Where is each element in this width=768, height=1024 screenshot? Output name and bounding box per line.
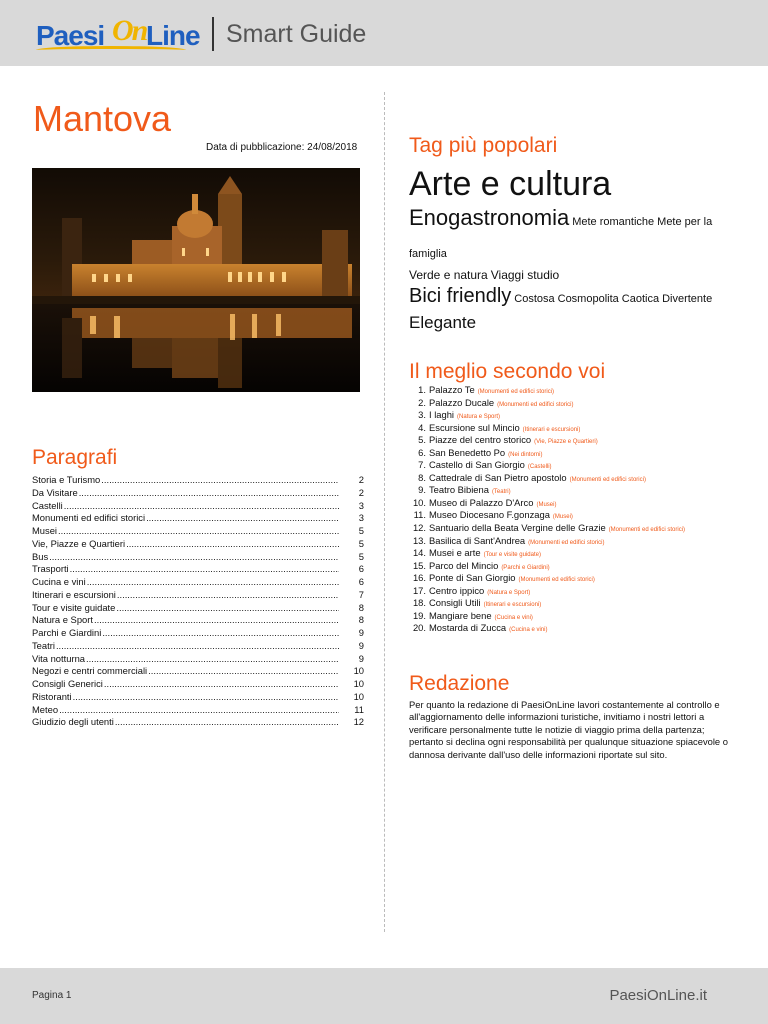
toc-row[interactable] xyxy=(32,627,364,640)
toc-page: 9 xyxy=(358,627,364,638)
toc-label: Monumenti ed edifici storici xyxy=(32,512,146,524)
toc-page: 6 xyxy=(358,576,364,587)
list-item-category: (Monumenti ed edifici storici) xyxy=(518,577,595,584)
tag-cloud xyxy=(409,164,729,334)
toc-row[interactable] xyxy=(32,665,364,678)
list-item-name: Parco del Mincio xyxy=(429,559,499,571)
list-item[interactable] xyxy=(409,509,749,522)
toc-label: Itinerari e escursioni xyxy=(32,588,116,600)
list-number: 17. xyxy=(412,584,426,596)
list-item-category: (Musei) xyxy=(552,514,573,521)
toc-label: Teatri xyxy=(32,639,55,651)
list-item-category: (Teatri) xyxy=(491,489,511,496)
toc-label: Storia e Turismo xyxy=(32,474,101,485)
list-number: 13. xyxy=(412,534,426,546)
column-divider xyxy=(384,92,385,932)
toc-row[interactable] xyxy=(32,678,364,691)
list-number: 3. xyxy=(418,409,426,421)
list-item-name: San Benedetto Po xyxy=(429,446,506,458)
list-number: 1. xyxy=(418,384,426,395)
list-number: 19. xyxy=(412,609,426,621)
toc-leader xyxy=(64,500,339,511)
list-number: 5. xyxy=(418,434,426,446)
toc-page: 10 xyxy=(353,665,364,677)
logo-line: Line xyxy=(146,20,200,51)
list-item[interactable] xyxy=(409,459,749,472)
tag-verde-e-natura[interactable]: Verde e natura xyxy=(409,268,488,282)
list-item[interactable] xyxy=(409,384,749,397)
toc-leader xyxy=(101,474,339,485)
list-item[interactable] xyxy=(409,547,749,560)
list-item-category: (Monumenti ed edifici storici) xyxy=(569,476,646,483)
list-number: 4. xyxy=(418,421,426,433)
list-item-category: (Musei) xyxy=(536,501,557,508)
toc-row[interactable] xyxy=(32,602,364,615)
header-bar xyxy=(0,0,768,66)
list-item-category: (Natura e Sport) xyxy=(487,589,531,596)
toc-leader xyxy=(86,653,339,664)
toc-label: Bus xyxy=(32,550,49,562)
toc-page: 2 xyxy=(358,474,364,485)
toc-row[interactable] xyxy=(32,538,364,551)
toc-row[interactable] xyxy=(32,474,364,487)
toc-label: Cucina e vini xyxy=(32,576,86,587)
list-item[interactable] xyxy=(409,397,749,410)
toc-label: Castelli xyxy=(32,499,63,511)
list-number: 14. xyxy=(412,547,426,559)
toc-row[interactable] xyxy=(32,704,364,717)
toc-leader xyxy=(126,538,339,549)
tag-arte-e-cultura[interactable]: Arte e cultura xyxy=(409,165,612,203)
list-item-name: Castello di San Giorgio xyxy=(429,459,525,471)
list-number: 18. xyxy=(412,597,426,609)
toc-label: Trasporti xyxy=(32,563,69,575)
list-item-category: (Itinerari e escursioni) xyxy=(483,602,542,609)
footer-bar xyxy=(0,968,768,1024)
smart-guide-label: Smart Guide xyxy=(226,20,367,48)
toc-row[interactable] xyxy=(32,691,364,704)
tag-divertente[interactable]: Divertente xyxy=(662,293,713,305)
logo-paesi: Paesi xyxy=(36,20,105,51)
toc-row[interactable] xyxy=(32,640,364,653)
tag-mete-romantiche[interactable]: Mete romantiche xyxy=(572,216,655,228)
list-item-name: Palazzo Te xyxy=(429,384,475,395)
list-item[interactable] xyxy=(409,484,749,497)
toc-heading: Paragrafi xyxy=(32,446,118,469)
toc-page: 5 xyxy=(358,537,364,549)
header-divider xyxy=(212,17,214,51)
list-item-name: Consigli Utili xyxy=(429,597,481,609)
list-number: 9. xyxy=(418,484,426,496)
toc-leader xyxy=(116,602,339,613)
city-title: Mantova xyxy=(33,98,172,139)
list-number: 7. xyxy=(418,459,426,471)
tag-bici-friendly[interactable]: Bici friendly xyxy=(409,285,512,307)
tag-elegante[interactable]: Elegante xyxy=(409,313,477,332)
tag-mete-per-la-famiglia[interactable]: Mete per la famiglia xyxy=(409,216,713,260)
toc-label: Ristoranti xyxy=(32,690,72,702)
toc-leader xyxy=(59,704,339,715)
list-number: 8. xyxy=(418,471,426,483)
list-item[interactable] xyxy=(409,472,749,485)
toc-leader xyxy=(104,678,339,689)
list-item-category: (Monumenti ed edifici storici) xyxy=(608,527,686,534)
toc-label: Musei xyxy=(32,525,58,536)
list-number: 2. xyxy=(418,396,426,408)
toc-leader xyxy=(70,563,339,574)
tag-costosa[interactable]: Costosa xyxy=(514,293,555,305)
toc-leader xyxy=(79,487,339,498)
toc-label: Negozi e centri commerciali xyxy=(32,665,148,677)
toc-leader xyxy=(49,551,339,562)
best-list xyxy=(409,384,749,635)
list-item-name: Ponte di San Giorgio xyxy=(429,572,516,584)
toc-leader xyxy=(58,525,339,536)
toc-row[interactable] xyxy=(32,614,364,627)
toc-leader xyxy=(56,640,339,651)
list-item-name: Teatro Bibiena xyxy=(429,484,489,496)
toc-leader xyxy=(146,512,339,523)
list-item-category: (Monumenti ed edifici storici) xyxy=(528,539,605,546)
toc-page: 8 xyxy=(358,601,364,613)
list-item[interactable] xyxy=(409,422,749,435)
toc-label: Parchi e Giardini xyxy=(32,627,102,638)
toc-page: 5 xyxy=(358,550,364,562)
list-item-name: Palazzo Ducale xyxy=(429,396,495,408)
toc-leader xyxy=(102,627,339,638)
toc-page: 8 xyxy=(358,614,364,626)
list-item-name: Mangiare bene xyxy=(429,609,492,621)
toc-row[interactable] xyxy=(32,653,364,666)
toc-label: Tour e visite guidate xyxy=(32,601,116,613)
toc-page: 11 xyxy=(354,703,364,715)
publication-date: Data di pubblicazione: 24/08/2018 xyxy=(206,142,358,153)
toc-page: 12 xyxy=(353,716,364,728)
toc-row[interactable] xyxy=(32,512,364,525)
list-number: 20. xyxy=(412,622,426,634)
list-item-name: Cattedrale di San Pietro apostolo xyxy=(429,471,567,483)
list-item-name: Mostarda di Zucca xyxy=(429,622,507,634)
list-item-category: (Parchi e Giardini) xyxy=(501,564,550,571)
tag-cosmopolita[interactable]: Cosmopolita xyxy=(557,293,619,305)
list-number: 12. xyxy=(412,522,426,534)
list-item-category: (Natura e Sport) xyxy=(457,414,501,421)
list-item[interactable] xyxy=(409,522,749,535)
list-number: 6. xyxy=(418,446,426,458)
list-item-name: Museo Diocesano F.gonzaga xyxy=(429,509,550,521)
list-item[interactable] xyxy=(409,597,749,610)
toc-page: 10 xyxy=(353,678,364,689)
toc-row[interactable] xyxy=(32,551,364,564)
toc-leader xyxy=(94,614,339,625)
list-item-name: Musei e arte xyxy=(429,547,481,559)
toc-page: 7 xyxy=(358,588,364,600)
list-item-name: Santuario della Beata Vergine delle Grazie xyxy=(429,522,606,534)
list-item-category: (Vie, Piazze e Quartieri) xyxy=(534,439,598,446)
toc-page: 10 xyxy=(353,690,364,702)
toc-leader xyxy=(73,691,339,702)
list-item[interactable] xyxy=(409,409,749,422)
tag-enogastronomia[interactable]: Enogastronomia xyxy=(409,205,570,230)
toc-leader xyxy=(87,576,339,587)
toc-label: Vie, Piazze e Quartieri xyxy=(32,537,126,549)
list-item-category: (Cucina e vini) xyxy=(494,614,533,621)
list-item[interactable] xyxy=(409,535,749,548)
list-item-name: Centro ippico xyxy=(429,584,485,596)
toc-leader xyxy=(115,716,339,727)
list-number: 11. xyxy=(413,509,426,521)
list-item-name: Piazze del centro storico xyxy=(429,434,532,446)
list-item-category: (Monumenti ed edifici storici) xyxy=(497,401,574,408)
list-item-category: (Tour e visite guidate) xyxy=(483,552,541,559)
toc-label: Meteo xyxy=(32,703,59,715)
page-number: Pagina 1 xyxy=(32,990,72,1001)
list-number: 16. xyxy=(412,572,426,584)
toc-page: 6 xyxy=(358,563,364,575)
toc-page: 9 xyxy=(358,652,364,664)
list-item[interactable] xyxy=(409,560,749,573)
toc-label: Natura e Sport xyxy=(32,614,93,626)
list-item-name: Escursione sul Mincio xyxy=(429,421,520,433)
tag-caotica[interactable]: Caotica xyxy=(621,293,660,305)
toc-row[interactable] xyxy=(32,716,364,729)
list-item-name: I laghi xyxy=(429,409,455,421)
list-item-category: (Castelli) xyxy=(527,464,552,471)
toc-label: Da Visitare xyxy=(32,486,78,498)
list-item-category: (Cucina e vini) xyxy=(509,627,548,634)
list-item-name: Museo di Palazzo D'Arco xyxy=(429,496,534,508)
toc-page: 9 xyxy=(358,639,364,651)
logo-swoosh xyxy=(36,46,186,54)
toc-page: 2 xyxy=(358,486,364,498)
toc-row[interactable] xyxy=(32,500,364,513)
best-heading: Il meglio secondo voi xyxy=(409,360,606,383)
toc-label: Vita notturna xyxy=(32,652,85,664)
tag-viaggi-studio[interactable]: Viaggi studio xyxy=(490,268,560,282)
toc-leader xyxy=(148,665,339,676)
tags-heading: Tag più popolari xyxy=(409,134,558,157)
toc-row[interactable] xyxy=(32,589,364,602)
list-item-category: (Itinerari e escursioni) xyxy=(522,426,581,433)
redazione-heading: Redazione xyxy=(409,672,510,695)
toc-row[interactable] xyxy=(32,525,364,538)
list-item[interactable] xyxy=(409,622,749,635)
toc-leader xyxy=(117,589,339,600)
list-item[interactable] xyxy=(409,585,749,598)
list-item[interactable] xyxy=(409,572,749,585)
footer-site-link[interactable]: PaesiOnLine.it xyxy=(609,987,707,1004)
list-number: 15. xyxy=(412,559,426,571)
list-number: 10. xyxy=(412,496,426,508)
toc-page: 3 xyxy=(358,499,364,511)
list-item[interactable] xyxy=(409,434,749,447)
toc-row[interactable] xyxy=(32,576,364,589)
list-item[interactable] xyxy=(409,497,749,510)
toc-label: Giudizio degli utenti xyxy=(32,716,114,728)
list-item-category: (Monumenti ed edifici storici) xyxy=(477,389,555,395)
toc-row[interactable] xyxy=(32,563,364,576)
toc-page: 3 xyxy=(358,512,364,524)
logo-on: On xyxy=(112,14,147,47)
list-item-category: (Nei dintorni) xyxy=(508,451,543,458)
toc-label: Consigli Generici xyxy=(32,678,103,689)
toc-page: 5 xyxy=(358,525,364,536)
table-of-contents xyxy=(32,474,364,729)
toc-row[interactable] xyxy=(32,487,364,500)
list-item[interactable] xyxy=(409,447,749,460)
list-item-name: Basilica di Sant'Andrea xyxy=(429,534,526,546)
redazione-text: Per quanto la redazione di PaesiOnLine lavori costantemente al controllo e all'aggiornamento delle informazioni turistiche, invitiamo i nostri lettori a verificare personalmente tutte le notizie di viaggio prima della partenza; pertanto si declina ogni responsabilità per qualunque situazione spiacevole o dannosa derivante dall'uso delle informazioni riportate sul sito. xyxy=(409,699,728,760)
list-item[interactable] xyxy=(409,610,749,623)
city-night-photo xyxy=(32,168,360,392)
